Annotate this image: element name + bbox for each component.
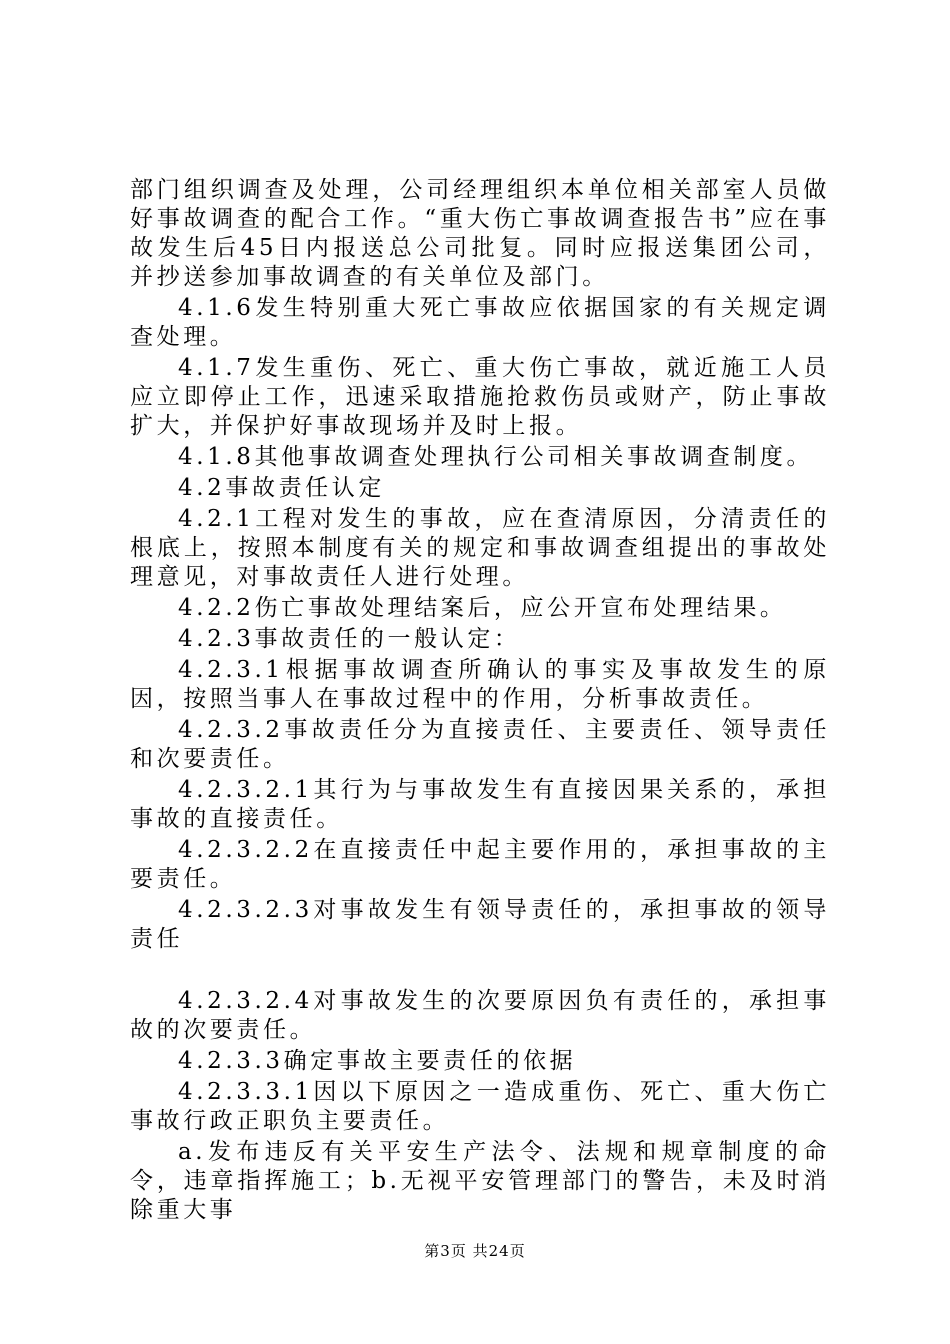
paragraph: 4.2.3.2事故责任分为直接责任、主要责任、领导责任和次要责任。 [130, 717, 830, 772]
section-heading: 4.2事故责任认定 [178, 475, 385, 501]
paragraph: 4.1.6发生特别重大死亡事故应依据国家的有关规定调查处理。 [130, 295, 830, 350]
paragraph: 4.2.1工程对发生的事故，应在查清原因，分清责任的根底上，按照本制度有关的规定和事故调查组提出的事故处理意见，对事故责任人进行处理。 [130, 506, 830, 590]
page-footer [0, 1241, 950, 1261]
paragraph: 4.2.3.2.4对事故发生的次要原因负有责任的，承担事故的次要责任。 [130, 988, 830, 1043]
paragraph: 4.2.3.3确定事故主要责任的依据 [178, 1048, 577, 1074]
paragraph: a.发布违反有关平安生产法令、法规和规章制度的命令，违章指挥施工；b.无视平安管理部门的警告，未及时消除重大事 [130, 1139, 830, 1223]
paragraph: 4.2.3.1根据事故调查所确认的事实及事故发生的原因，按照当事人在事故过程中的作用，分析事故责任。 [130, 657, 830, 712]
paragraph: 部门组织调查及处理，公司经理组织本单位相关部室人员做好事故调查的配合工作。“重大伤亡事故调查报告书”应在事故发生后45日内报送总公司批复。同时应报送集团公司，并抄送参加事故调查的有关单位及部门。 [130, 177, 830, 290]
paragraph: 4.2.3事故责任的一般认定： [178, 626, 521, 652]
page-indicator: 第3页 共24页 [424, 1242, 526, 1260]
paragraph: 4.2.2伤亡事故处理结案后，应公开宣布处理结果。 [178, 595, 787, 621]
paragraph: 4.1.7发生重伤、死亡、重大伤亡事故，就近施工人员应立即停止工作，迅速采取措施抢救伤员或财产，防止事故扩大，并保护好事故现场并及时上报。 [130, 355, 830, 439]
paragraph: 4.1.8其他事故调查处理执行公司相关事故调查制度。 [178, 444, 814, 470]
paragraph: 4.2.3.2.2在直接责任中起主要作用的，承担事故的主要责任。 [130, 837, 830, 892]
paragraph: 4.2.3.2.3对事故发生有领导责任的，承担事故的领导责任 [130, 897, 830, 952]
paragraph: 4.2.3.2.1其行为与事故发生有直接因果关系的，承担事故的直接责任。 [130, 777, 830, 832]
document-body [130, 176, 830, 1227]
paragraph: 4.2.3.3.1因以下原因之一造成重伤、死亡、重大伤亡事故行政正职负主要责任。 [130, 1079, 830, 1134]
